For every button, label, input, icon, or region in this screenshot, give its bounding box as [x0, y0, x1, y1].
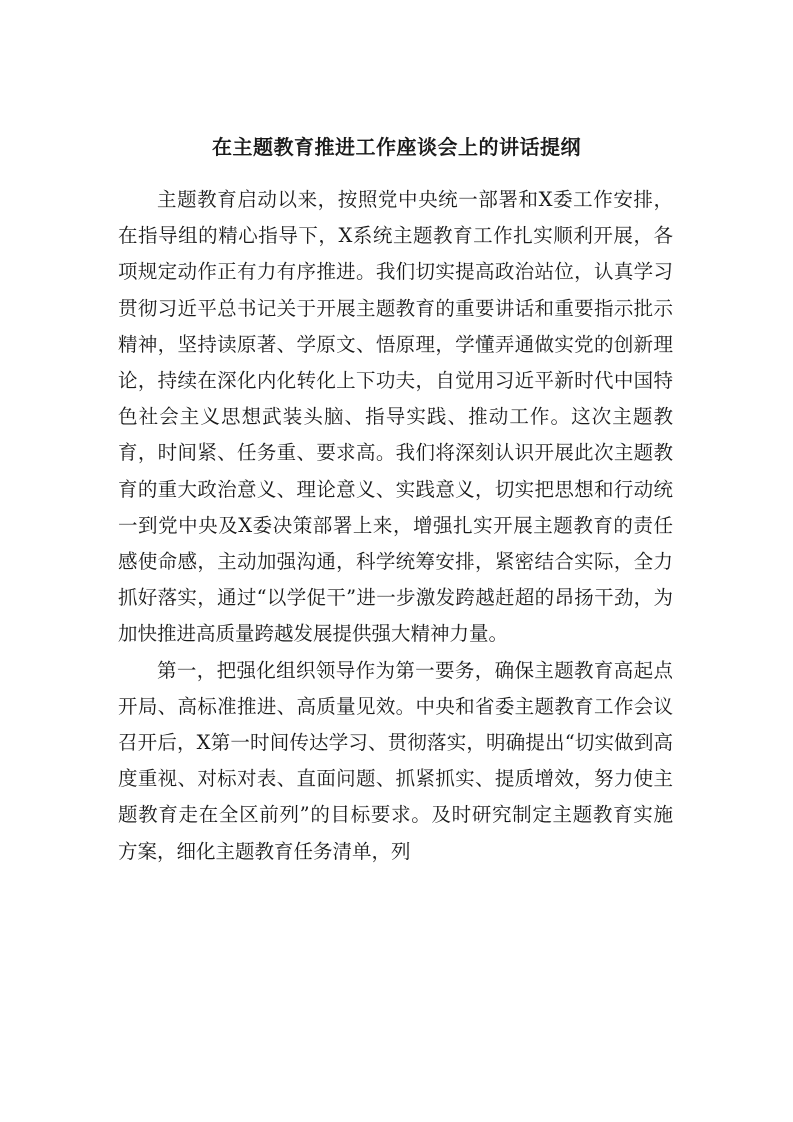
document-title: 在主题教育推进工作座谈会上的讲话提纲: [212, 135, 581, 159]
paragraph-first-point: 第一，把强化组织领导作为第一要务，确保主题教育高起点开局、高标准推进、高质量见效。中央和省委主题教育工作会议召开后，X第一时间传达学习、贯彻落实，明确提出“切实做到高度重视、对标对表、直面问题、抓紧抓实、提质增效，努力使主题教育走在全区前列”的目标要求。及时研究制定主题教育实施方案，细化主题教育任务清单，列: [118, 658, 673, 863]
document-body: [118, 182, 673, 870]
paragraph-intro: 主题教育启动以来，按照党中央统一部署和X委工作安排，在指导组的精心指导下，X系统主题教育工作扎实顺利开展，各项规定动作正有力有序推进。我们切实提高政治站位，认真学习贯彻习近平总书记关于开展主题教育的重要讲话和重要指示批示精神，坚持读原著、学原文、悟原理，学懂弄通做实党的创新理论，持续在深化内化转化上下功夫，自觉用习近平新时代中国特色社会主义思想武装头脑、指导实践、推动工作。这次主题教育，时间紧、任务重、要求高。我们将深刻认识开展此次主题教育的重大政治意义、理论意义、实践意义，切实把思想和行动统一到党中央及X委决策部署上来，增强扎实开展主题教育的责任感使命感，主动加强沟通，科学统筹安排，紧密结合实际，全力抓好落实，通过“以学促干”进一步激发跨越赶超的昂扬干劲，为加快推进高质量跨越发展提供强大精神力量。: [118, 188, 673, 646]
